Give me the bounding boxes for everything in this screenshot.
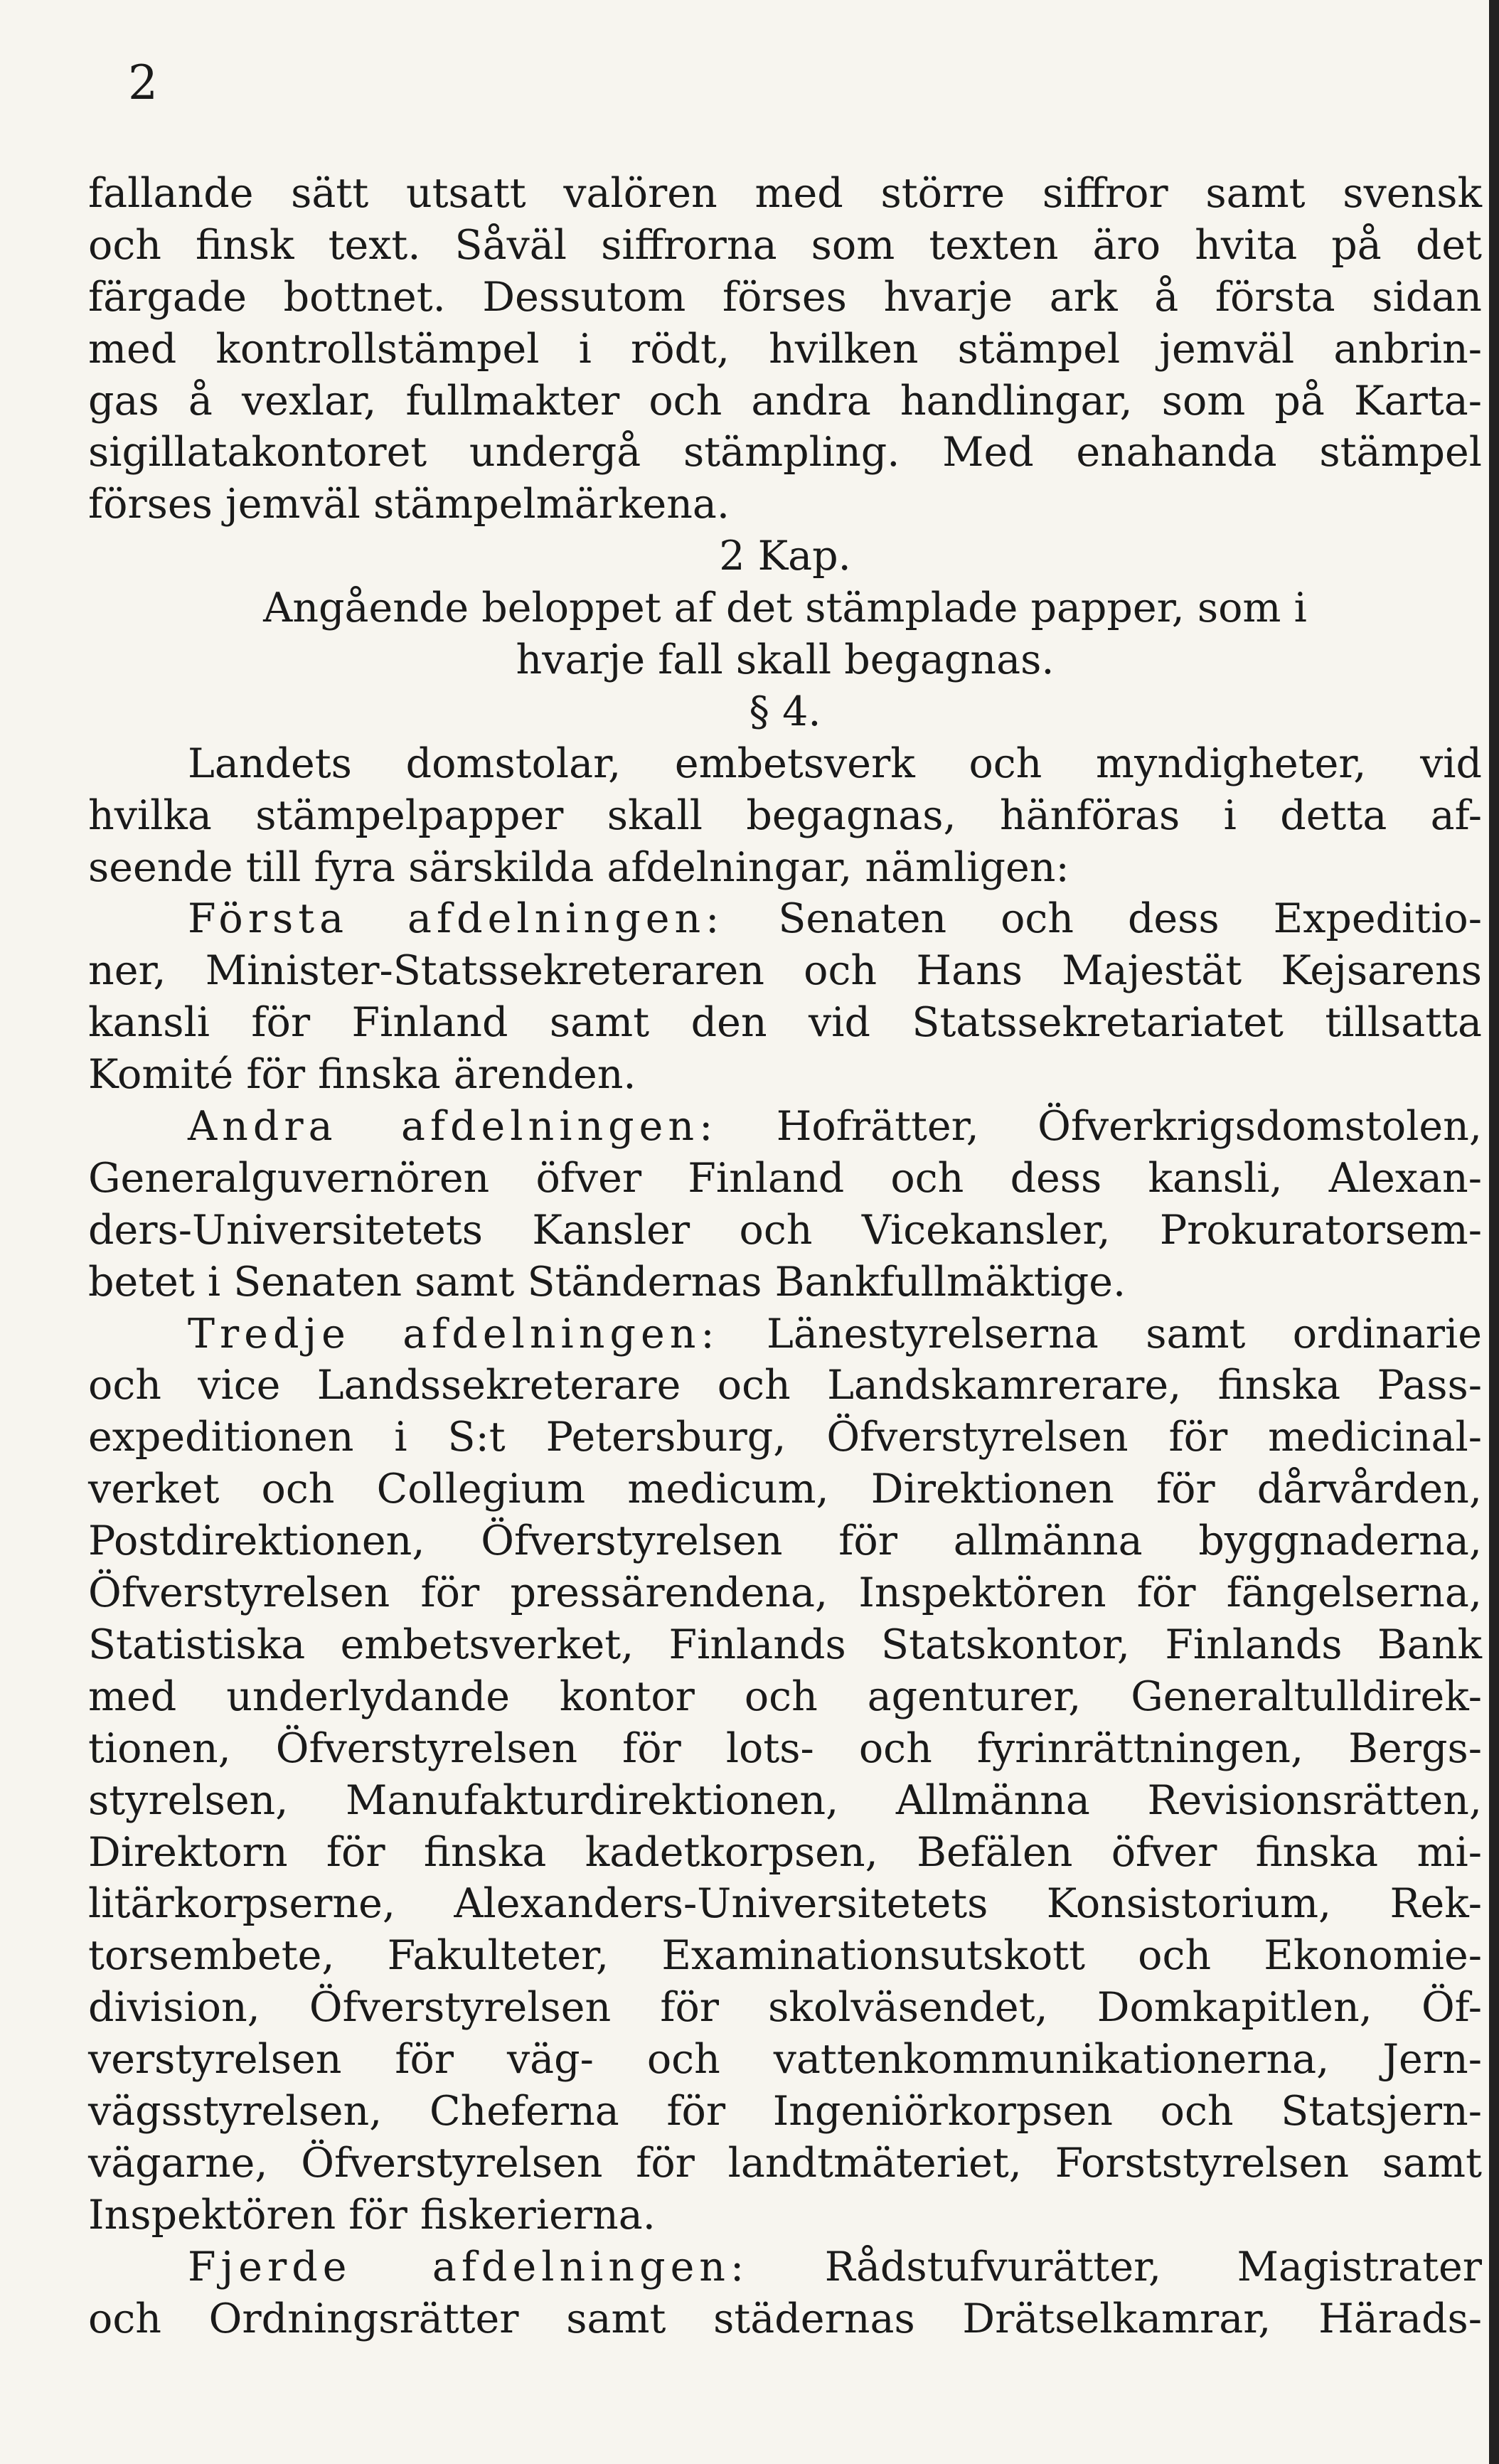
text-line: Landets domstolar, embetsverk och myndigheter, vid	[188, 740, 1482, 787]
chapter-title-line: Angående beloppet af det stämplade papper, som i	[263, 585, 1307, 632]
text-line: division, Öfverstyrelsen för skolväsendet, Domkapitlen, Öf-	[88, 1984, 1482, 2032]
text-line: seende till fyra särskilda afdelningar, nämligen:	[88, 843, 1069, 891]
text-line	[88, 2241, 1482, 2293]
text-line: färgade bottnet. Dessutom förses hvarje ark å första sidan	[88, 273, 1482, 321]
text-line: verstyrelsen för väg- och vattenkommunikationerna, Jern-	[88, 2036, 1482, 2084]
department-label: Andra afdelningen:	[188, 1103, 718, 1151]
text-line: torsembete, Fakulteter, Examinationsutskott och Ekonomie-	[88, 1932, 1482, 1980]
text-line: expeditionen i S:t Petersburg, Öfverstyrelsen för medicinal-	[88, 1414, 1482, 1461]
text-line	[88, 893, 1482, 945]
text-line	[88, 1308, 1482, 1360]
text-line: litärkorpserne, Alexanders-Universitetets Konsistorium, Rek-	[88, 1880, 1482, 1928]
text-segment: Länestyrelserna samt ordinarie	[719, 1310, 1482, 1358]
chapter-title-line: hvarje fall skall begagnas.	[516, 636, 1055, 684]
text-line: fallande sätt utsatt valören med större siffror samt svensk	[88, 170, 1482, 217]
text-line	[88, 1101, 1482, 1153]
page-edge	[1489, 0, 1499, 2464]
text-line: Statistiska embetsverket, Finlands Statskontor, Finlands Bank	[88, 1621, 1482, 1668]
text-line: styrelsen, Manufakturdirektionen, Allmänna Revisionsrätten,	[88, 1776, 1482, 1824]
department-label: Tredje afdelningen:	[188, 1310, 720, 1358]
text-line: verket och Collegium medicum, Direktionen för dårvården,	[88, 1466, 1482, 1513]
text-line: ner, Minister-Statssekreteraren och Hans Majestät Kejsarens	[88, 947, 1482, 995]
department-label: Fjerde afdelningen:	[188, 2243, 750, 2290]
text-line: Direktorn för finska kadetkorpsen, Befälen öfver finska mi-	[88, 1828, 1482, 1876]
text-line: Postdirektionen, Öfverstyrelsen för allmänna byggnaderna,	[88, 1518, 1482, 1565]
chapter-heading: 2 Kap.	[719, 533, 851, 580]
text-line: vägsstyrelsen, Cheferna för Ingeniörkorpsen och Statsjern-	[88, 2087, 1482, 2135]
text-segment: Senaten och dess Expeditio-	[724, 895, 1482, 943]
text-line: Komité för finska ärenden.	[88, 1051, 636, 1099]
text-line: Öfverstyrelsen för pressärendena, Inspektören för fängelserna,	[88, 1569, 1482, 1617]
text-line: sigillatakontoret undergå stämpling. Med enahanda stämpel	[88, 429, 1482, 476]
text-line: betet i Senaten samt Ständernas Bankfullmäktige.	[88, 1258, 1126, 1306]
body-text	[88, 168, 1482, 2345]
text-line: Generalguvernören öfver Finland och dess kansli, Alexan-	[88, 1154, 1482, 1202]
text-line: och Ordningsrätter samt städernas Drätselkamrar, Härads-	[88, 2295, 1482, 2342]
text-segment: Hofrätter, Öfverkrigsdomstolen,	[718, 1103, 1482, 1151]
text-line: vägarne, Öfverstyrelsen för landtmäteriet, Forststyrelsen samt	[88, 2139, 1482, 2187]
text-line: ders-Universitetets Kansler och Vicekansler, Prokuratorsem-	[88, 1206, 1482, 1254]
text-line: med underlydande kontor och agenturer, Generaltulldirek-	[88, 1673, 1482, 1720]
text-line: med kontrollstämpel i rödt, hvilken stämpel jemväl anbrin-	[88, 325, 1482, 373]
text-line: förses jemväl stämpelmärkena.	[88, 481, 730, 528]
text-line: hvilka stämpelpapper skall begagnas, hänföras i detta af-	[88, 791, 1482, 839]
text-line: Inspektören för fiskerierna.	[88, 2191, 656, 2239]
department-label: Första afdelningen:	[188, 895, 725, 943]
text-segment: Rådstufvurätter, Magistrater	[749, 2243, 1482, 2290]
text-line: och finsk text. Såväl siffrorna som texten äro hvita på det	[88, 221, 1482, 269]
text-line: tionen, Öfverstyrelsen för lots- och fyrinrättningen, Bergs-	[88, 1724, 1482, 1772]
page-number: 2	[128, 55, 158, 110]
text-line: och vice Landssekreterare och Landskamrerare, finska Pass-	[88, 1362, 1482, 1409]
text-line: kansli för Finland samt den vid Statssekretariatet tillsatta	[88, 999, 1482, 1047]
section-mark: § 4.	[749, 688, 821, 735]
text-line: gas å vexlar, fullmakter och andra handlingar, som på Karta-	[88, 377, 1482, 425]
